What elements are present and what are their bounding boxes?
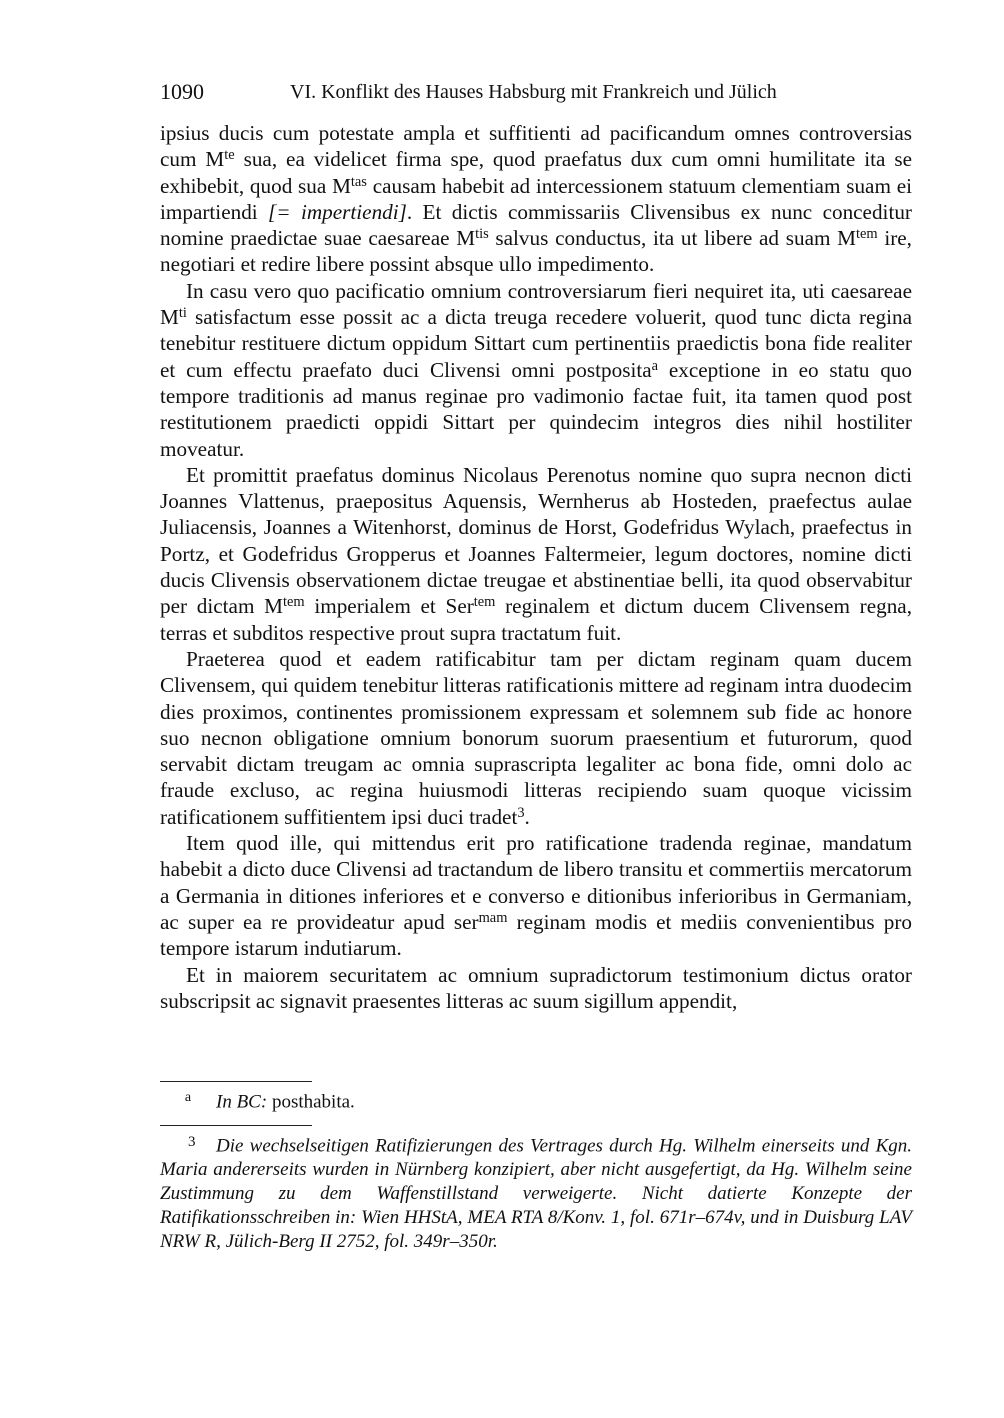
text-run: . Et dictis commissariis Clivensibus ex nunc conceditur nomine praedictae suae caesareae M [160, 199, 912, 251]
text-run: ipsius ducis cum potestate ampla et suffitienti ad pacificandum omnes controversias cum M [160, 121, 912, 172]
footnote-mark: 3 [188, 1134, 196, 1150]
text-run: In casu vero quo pacificatio omnium controversiarum fieri nequiret ita, uti caesareae M [160, 278, 912, 330]
footnote-a [160, 1086, 912, 1114]
text-run: Et promittit praefatus dominus Nicolaus Perenotus nomine quo supra necnon dicti Joannes Vlattenus, praepositus Aquensis, Wernherus ab Hosteden, praefectus aulae Juliacensis, Joannes a Witenhorst, dominus de Horst, Godefridus Wylach, praefectus in Portz, et Godefridus Gropperus et Joannes Faltermeier, legum doctores, nomine dicti ducis Clivensis observationem dictae treugae et abstinentiae belli, ita quod observabitur per dictam M [160, 462, 912, 619]
text-run: reginam modis et mediis convenientibus pro tempore istarum indutiarum. [160, 909, 912, 961]
superscript: tem [283, 594, 305, 611]
paragraph-4 [160, 646, 912, 830]
text-run: satisfactum esse possit ac a dicta treuga recedere voluerit, quod tunc dicta regina tenebitur restituere dictum oppidum Sittart cum pertinentiis praedictis bona fide realiter et cum effectu praefato duci Clivensi omni postposita [160, 305, 912, 382]
text-run: ire, negotiari et redire libere possint absque ullo impedimento. [160, 226, 912, 277]
superscript: ti [178, 304, 187, 321]
text-run: imperialem et Ser [304, 594, 474, 619]
paragraph-6 [160, 962, 912, 1015]
footnote-ref-3: 3 [517, 804, 525, 821]
paragraph-1 [160, 120, 912, 278]
text-run: sua, ea videlicet firma spe, quod praefatus dux cum omni humilitate ita se exhibebit, quod sua M [160, 147, 912, 198]
footnote-text: Die wechselseitigen Ratifizierungen des Vertrages durch Hg. Wilhelm einerseits und Kgn. Maria andererseits wurden in Nürnberg konzipiert, aber nicht ausgefertigt, da Hg. Wilhelm seine Zustimmung zu dem Waffenstillstand verweigerte. Nicht datierte Konzepte der Ratifikationsschreiben in: Wien HHStA, MEA RTA 8/Konv. 1, fol. 671r–674v, und in Duisburg LAV NRW R, Jülich-Berg II 2752, fol. 349r–350r. [160, 1135, 912, 1253]
paragraph-3 [160, 462, 912, 646]
superscript: tem [856, 225, 878, 242]
superscript: mam [478, 909, 508, 926]
superscript: tas [350, 173, 367, 190]
text-run: Item quod ille, qui mittendus erit pro ratificatione tradenda reginae, mandatum habebit a dicto duce Clivensi ad tractandum de libero transitu et commertiis mercatorum a Germania in ditiones inferiores et e converso e ditionibus inferioribus in Germaniam, ac super ea re provideatur apud ser [160, 831, 912, 934]
text-run: Praeterea quod et eadem ratificabitur tam per dictam reginam quam ducem Clivensem, qui quidem tenebitur litteras ratificationis mittere ad reginam intra duodecim dies proximos, continentes promissionem expressam et solemnem sub fide ac honore suo necnon obligatione omnium bonorum suorum praesentium et futurorum, quod servabit dictam treugam ac omnia suprascripta legaliter ac bona fide, omni dolo ac fraude excluso, ac regina huiusmodi litteras recipiendo suam quoque vicissim ratificationem suffitientem ipsi duci tradet [160, 646, 912, 829]
footnote-3 [160, 1130, 912, 1254]
superscript: te [224, 147, 235, 164]
footnote-text: posthabita. [267, 1091, 355, 1113]
footnote-divider [160, 1125, 312, 1126]
footnote-divider [160, 1081, 312, 1082]
text-run: . [524, 804, 530, 829]
text-run: exceptione in eo statu quo tempore traditionis ad manus reginae pro vadimonio factae fuit, ita tamen quod post restitutionem praedicti oppidi Sittart per quindecim integros dies nihil hostiliter moveatur. [160, 357, 912, 461]
footnote-mark: a [184, 1090, 192, 1105]
main-text [160, 120, 912, 1014]
superscript: tis [475, 225, 489, 242]
footnote-label: In BC: [216, 1091, 268, 1113]
text-run: reginalem et dictum ducem Clivensem regna, terras et subditos respective prout supra tractatum fuit. [160, 594, 912, 645]
superscript: tem [473, 594, 496, 611]
running-title: VI. Konflikt des Hauses Habsburg mit Frankreich und Jülich [290, 81, 777, 103]
text-run: salvus conductus, ita ut libere ad suam M [488, 226, 857, 251]
paragraph-5 [160, 830, 912, 961]
footnote-ref-a: a [651, 357, 659, 374]
page-number: 1090 [160, 79, 204, 104]
paragraph-2 [160, 278, 912, 462]
editorial-note: [= impertiendi] [268, 199, 407, 224]
text-run: causam habebit ad intercessionem statuum clementiam suam ei impartiendi [160, 173, 912, 224]
text-run: Et in maiorem securitatem ac omnium supradictorum testimonium dictus orator subscripsit ac signavit praesentes litteras ac suum sigillum appendit, [160, 962, 912, 1013]
